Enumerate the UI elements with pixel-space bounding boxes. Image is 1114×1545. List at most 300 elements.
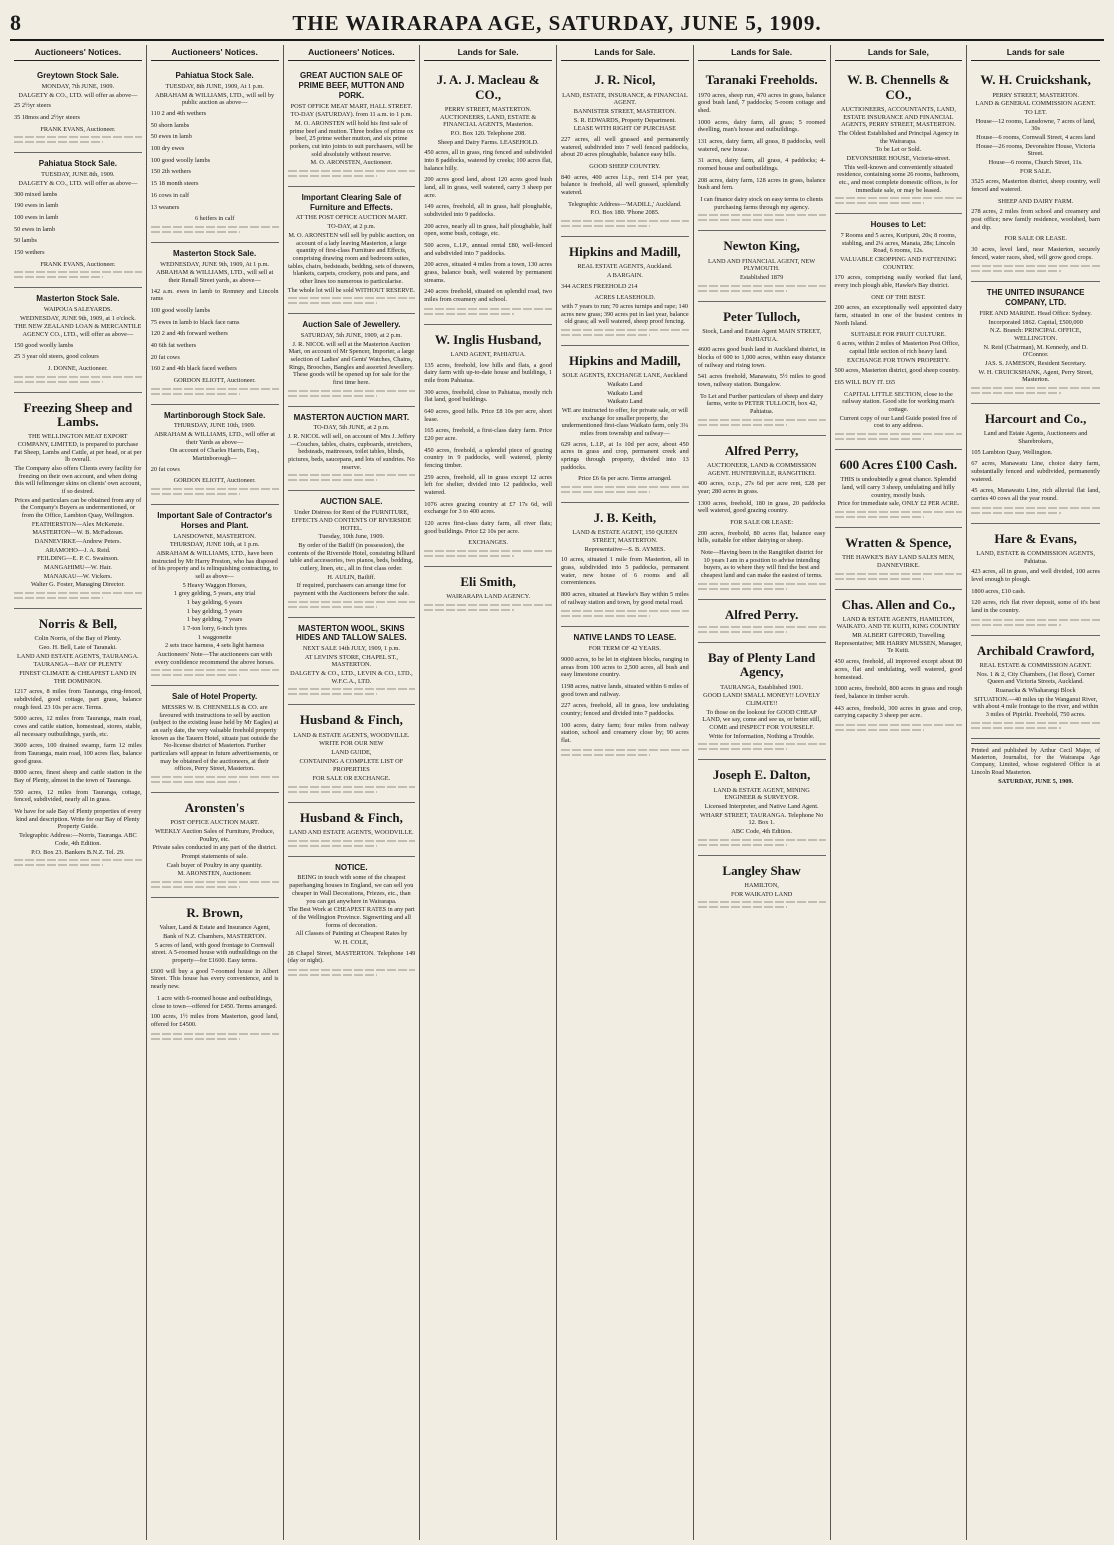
print-filler xyxy=(971,722,1100,724)
ad-display-name: J. A. J. Macleau & CO., xyxy=(436,72,540,102)
print-filler xyxy=(698,424,787,426)
ad-listing: 170 acres, comprising easily worked flat land, every inch plough able, Hawke's Bay district. xyxy=(834,274,963,290)
ad-line: Sheep and Dairy Farms. LEASEHOLD. xyxy=(437,138,539,146)
print-filler xyxy=(698,743,826,745)
ad-listing: 160 2 and 4th black faced wethers xyxy=(150,365,237,373)
ad-listing: 13 weaners xyxy=(150,203,180,211)
ad-listing: 150 2th wethers xyxy=(150,168,191,176)
print-filler xyxy=(971,624,1061,626)
ad-line: WE are instructed to offer, for private sale, or will exchange for smaller property, the undermentioned first-class Waikato farm, only 3¼ miles from township and railway— xyxy=(561,407,689,438)
ad-line: The Oldest Established and Principal Agency in the Wairarapa. xyxy=(838,129,959,145)
ad-title: Houses to Let: xyxy=(870,220,927,230)
ad-heading: GREAT AUCTION SALE OF PRIME BEEF, MUTTON AND PORK. xyxy=(298,71,405,100)
ad-display-name: Hipkins and Madill, xyxy=(569,244,681,260)
ad-line: 5 Heavy Waggon Horses, xyxy=(182,581,247,589)
ad-listing: 100 acres, dairy farm; four miles from railway station, school and creamery close by; 90 acres flat. xyxy=(561,721,689,744)
column-4 xyxy=(420,45,557,1540)
ad-line: Colin Norris, of the Bay of Plenty. xyxy=(34,635,122,643)
ad-display-name: Langley Shaw xyxy=(722,862,801,878)
ad-line: Waikato Land xyxy=(607,389,643,397)
ad-listing: 20 fat cows xyxy=(150,353,180,361)
advertisement xyxy=(14,65,142,153)
ad-display-name: W. H. Cruickshank, xyxy=(980,72,1091,88)
ad-line: HAMILTON, xyxy=(744,881,779,889)
ad-line: REAL ESTATE AGENTS, Auckland. xyxy=(577,263,673,271)
ad-listing: 550 acres, 12 miles from Tauranga, cottage, fenced, subdivided, nearly all in grass. xyxy=(14,788,142,804)
ad-line: ARAMOHO—J. A. Reid. xyxy=(45,546,111,554)
ad-line: FOR SALE OR LEASE: xyxy=(730,519,794,527)
masthead xyxy=(10,8,1104,41)
ad-listing: 423 acres, all in grass, and well divided, 100 acres level enough to plough. xyxy=(971,568,1100,583)
ad-line: 7 Rooms and 5 acres, Kuripuni, 20s; 8 rooms, stabling, and 2¼ acres, Manaia, 28s; Lincoln Road, 6 rooms, 12s. xyxy=(840,232,957,255)
ad-title: Greytown Stock Sale. xyxy=(36,71,119,81)
print-filler xyxy=(288,390,416,392)
advertisement xyxy=(288,314,416,406)
ad-listing: 165 acres, freehold, a first-class dairy farm. Price £20 per acre. xyxy=(424,427,552,443)
advertisement xyxy=(288,407,416,492)
ad-line: LAND, ESTATE, INSURANCE, & FINANCIAL AGENT. xyxy=(562,91,688,107)
print-filler xyxy=(151,881,279,883)
print-filler xyxy=(288,606,377,608)
ad-line: Write for Information, Nothing a Trouble. xyxy=(708,732,815,740)
column-5 xyxy=(557,45,694,1540)
print-filler xyxy=(288,601,416,603)
ad-line: Tuesday, 10th June, 1909. xyxy=(318,533,385,541)
column-heading: Auctioneers' Notices. xyxy=(288,45,416,61)
ad-line: 1 waggonette xyxy=(197,633,232,641)
ad-line: On account of Charles Harris, Esq., Martinborough— xyxy=(169,447,260,463)
ad-line: LAND AND ESTATE AGENTS, WOODVILLE. xyxy=(289,829,414,837)
ad-line: Established 1879 xyxy=(740,274,784,282)
ad-line: FIRE AND MARINE. Head Office: Sydney. xyxy=(979,309,1092,317)
ad-display-name: Harcourt and Co., xyxy=(984,410,1087,426)
ad-line: MASTERTON—W. B. McFadzean. xyxy=(32,529,124,537)
print-filler xyxy=(288,302,377,304)
ad-display-name: Hipkins and Madill, xyxy=(569,353,681,369)
ad-line: Price for immediate sale, ONLY £2 PER ACRE. xyxy=(837,500,960,508)
ad-line: LEASE WITH RIGHT OF PURCHASE xyxy=(573,125,677,133)
page-number: 8 xyxy=(10,10,21,35)
ad-line: LAND, ESTATE & COMMISSION AGENTS, Pahiatua. xyxy=(976,549,1096,565)
ad-listing: 25 3 year old steers, good colours xyxy=(14,353,99,361)
ad-listing: 1198 acres, native lands, situated within 6 miles of good town and railway. xyxy=(561,682,689,698)
advertisement xyxy=(151,243,279,405)
ad-listing: 120 acres first-class dairy farm, all river flats; good buildings. Price £2 10s per acre. xyxy=(424,520,552,535)
ad-line: TAURANGA—BAY OF PLENTY xyxy=(33,661,123,669)
ad-listing: 443 acres, freehold, 300 acres in grass and crop, carrying capacity 3 sheep per acre. xyxy=(834,704,963,720)
advertisement xyxy=(151,405,279,505)
ad-line: MONDAY, 7th JUNE, 1909. xyxy=(41,83,115,91)
ad-listing: 1800 acres, £10 cash. xyxy=(971,587,1026,595)
ad-listing: 640 acres, good hills. Price £8 10s per acre, short lease. xyxy=(424,408,552,423)
ad-listing: 100 good woolly lambs xyxy=(150,306,211,314)
ad-listing: 227 acres, all well grassed and permanently watered, subdivided into 7 well fenced paddocks, about 20 acres ploughable, balance easy hills. xyxy=(561,136,689,159)
ad-line: WEDNESDAY, JUNE 9th, 1909, at 1 o'clock. xyxy=(19,314,136,322)
ad-listing: 240 acres freehold, situated on splendid road, two miles from creamery and school. xyxy=(424,288,552,304)
advertisement xyxy=(835,450,963,528)
ad-line: M. ARONSTEN, Auctioneer. xyxy=(177,870,252,878)
print-filler xyxy=(971,265,1100,267)
ad-listing: 67 acres, Manawatu Line, choice dairy farm, substantially fenced and subdivided, permanently watered. xyxy=(971,460,1100,483)
print-filler xyxy=(698,290,787,292)
ad-heading: MASTERTON AUCTION MART. xyxy=(293,412,410,422)
ad-listing: 16 cows in calf xyxy=(150,191,190,199)
advertisement xyxy=(288,857,416,985)
advertisement xyxy=(561,237,689,346)
ad-display-name: W. Inglis Husband, xyxy=(434,331,542,347)
ad-listing: 4600 acres good bush land in Auckland district, in blocks of 600 to 1,000 acres, within easy distance of railway and rising town. xyxy=(697,346,826,369)
ad-display-name: Freezing Sheep and Lambs. xyxy=(23,399,133,430)
advertisement xyxy=(14,288,142,392)
print-filler xyxy=(424,308,552,310)
ad-line: M. O. ARONSTEN, Auctioneer. xyxy=(310,159,393,167)
ad-line: CONTAINING A COMPLETE LIST OF xyxy=(299,757,404,765)
advertisement xyxy=(288,187,416,314)
ad-line: PERRY STREET, MASTERTON. xyxy=(992,91,1079,99)
advertisement xyxy=(971,404,1100,524)
print-filler xyxy=(424,313,513,315)
column-7 xyxy=(831,45,968,1540)
ad-listing: 200 acres good land, about 120 acres good bush land, all in grass, well watered, carry 3 sheep per acre. xyxy=(424,176,552,199)
ad-line: FOR WAIKATO LAND xyxy=(730,890,793,898)
advertisement xyxy=(424,567,552,620)
ad-line: AUCTIONEER, LAND & COMMISSION AGENT. HUNTERVILLE, RANGITIKEI. xyxy=(707,462,817,477)
ad-line: Current copy of our Land Guide posted free of cost to any address. xyxy=(839,414,958,430)
print-filler xyxy=(151,669,279,671)
print-filler xyxy=(835,724,963,726)
ad-title: Masterton Stock Sale. xyxy=(36,294,120,304)
ad-line: By order of the Bailiff (in possession), the contents of the Riverside Hotel, consisting billiard table and accessories, two pianos, beds, bedding, cutlery, linen, etc., all in first class order. xyxy=(287,541,415,572)
ad-line: 1 acre with 6-roomed house and outbuildings, close to town—offered for £450. Terms arranged. xyxy=(152,994,278,1010)
print-filler xyxy=(971,727,1061,729)
ad-line: All Classes of Painting at Cheapest Rates by xyxy=(295,930,408,938)
print-filler xyxy=(288,693,377,695)
ad-line: GOOD SHEEP COUNTRY. xyxy=(589,163,661,171)
ad-line: WAIPOUA SALEYARDS. xyxy=(43,306,112,314)
print-filler xyxy=(14,276,103,278)
ad-listing: 840 acres, 400 acres l.i.p., rent £14 per year, balance is freehold, all well grassed, splendidly watered. xyxy=(561,173,689,197)
ad-line: AT LEVIN'S STORE, CHAPEL ST., MASTERTON. xyxy=(304,653,398,669)
ad-line: PROPERTIES xyxy=(333,766,370,774)
print-filler xyxy=(424,555,513,557)
advertisement xyxy=(151,65,279,242)
advertisement xyxy=(561,65,689,237)
print-filler xyxy=(288,786,416,788)
column-1 xyxy=(10,45,147,1540)
ad-line: CAPITAL LITTLE SECTION, close to the railway station. Good site for working man's cottage. xyxy=(842,390,955,413)
print-filler xyxy=(288,170,416,172)
ad-listing: 278 acres, 2 miles from school and creamery and post office; new family residence, woolshed, barn and dip. xyxy=(971,208,1100,231)
column-heading: Auctioneers' Notices. xyxy=(151,45,279,61)
print-filler xyxy=(971,387,1100,389)
ad-line: ABRAHAM & WILLIAMS, LTD., will sell at their Renall Street yards, as above— xyxy=(155,269,274,284)
print-filler xyxy=(698,626,826,628)
print-filler xyxy=(288,474,416,476)
ad-listing: 131 acres, dairy farm, all grass, 8 paddocks, well watered, new house. xyxy=(697,138,826,153)
ad-display-name: Hare & Evans, xyxy=(994,530,1077,546)
ad-line: AUCTIONEERS, ACCOUNTANTS, LAND, ESTATE INSURANCE AND FINANCIAL AGENTS, PERRY STREET, MASTERTON. xyxy=(840,105,956,129)
print-filler xyxy=(14,141,103,143)
ad-line: FOR SALE. xyxy=(1020,167,1052,175)
ad-line: S. R. EDWARDS, Property Department. xyxy=(573,116,676,124)
ad-line: FOR SALE OR LEASE. xyxy=(1004,235,1067,243)
ad-title: Auction Sale of Jewellery. xyxy=(302,320,401,330)
ad-line: I can finance dairy stock on easy terms to clients purchasing farms through my agency. xyxy=(700,196,823,211)
print-filler xyxy=(424,550,552,552)
ad-display-name: Bay of Plenty Land Agency, xyxy=(707,650,816,680)
ad-listing: 200 acres, freehold, 80 acres flat, balance easy hills, suitable for either dairying or sheep. xyxy=(697,529,826,545)
advertisement xyxy=(698,231,826,301)
ad-line: MANAKAU—W. Vickers. xyxy=(43,572,113,580)
ad-line: THE NEW ZEALAND LOAN & MERCANTILE AGENCY CO., LTD., will offer as above— xyxy=(14,323,142,339)
ad-listing: 25 2½yr steers xyxy=(14,102,51,110)
ad-line: To Let and Further particulars of sheep and dairy farms, write to PETER TULLOCH, box 42, Pahiatua. xyxy=(699,392,824,416)
ad-line: Note—Having been in the Rangitikei district for 10 years I am in a position to advise intending buyers, as to where they will find the best and cheapest land and can make the easiest of terms. xyxy=(700,549,823,580)
ad-line: VALUABLE CROPPING AND FATTENING COUNTRY. xyxy=(840,256,957,271)
ad-line: LANSDOWNE, MASTERTON. xyxy=(173,532,256,540)
ad-line: House—26 rooms, Devonshire House, Victoria Street. xyxy=(976,142,1096,158)
ad-line: DANNEVIRKE—Andrew Peters. xyxy=(34,538,122,546)
advertisement xyxy=(698,643,826,760)
ad-listing: 120 acres, rich flat river deposit, some of it's best land in the country. xyxy=(971,599,1100,614)
print-filler xyxy=(424,609,513,611)
print-filler xyxy=(151,231,240,233)
ad-line: J. R. NICOL will sell at the Masterton Auction Mart, on account of Mr Spencer, Importer, a large selection of Ladies' and Gents' Watches, Chains, Rings, Brooches, Bangles and assorted Jewellery. These goods will be opened up for sale for the first time here. xyxy=(288,340,415,386)
ad-line: LAND GUIDE, xyxy=(331,749,372,757)
ad-line: FOR SALE OR EXCHANGE. xyxy=(312,775,391,783)
print-filler xyxy=(151,493,240,495)
ad-line: DALGETY & CO., LTD. will offer as above— xyxy=(18,179,138,187)
ad-line: ABRAHAM & WILLIAMS, LTD., will sell by public auction as above— xyxy=(155,91,275,107)
ad-line: House—6 rooms, Church Street, 11s. xyxy=(988,159,1083,167)
ad-line: LAND & GENERAL COMMISSION AGENT. xyxy=(975,100,1096,108)
ad-line: N.Z. Branch: PRINCIPAL OFFICE, WELLINGTON. xyxy=(990,327,1082,342)
ad-line: DALGETY & CO., LTD. will offer as above— xyxy=(18,91,138,99)
ad-line: 1 bay gelding, 6 years xyxy=(186,598,243,606)
print-filler xyxy=(151,1033,279,1035)
column-3 xyxy=(284,45,421,1540)
ad-listing: 3525 acres, Masterton district, sheep country, well fenced and watered. xyxy=(971,178,1100,194)
print-filler xyxy=(835,202,924,204)
ad-display-name: Peter Tulloch, xyxy=(723,308,801,324)
ad-listing: 20 fat cows xyxy=(150,465,180,473)
print-filler xyxy=(698,219,787,221)
ad-line: 1 bay gelding, 7 years xyxy=(186,616,243,624)
ad-listing: 50 ewes in lamb xyxy=(14,225,56,233)
advertisement xyxy=(561,627,689,764)
advertisement xyxy=(561,503,689,627)
advertisement xyxy=(288,803,416,857)
advertisement xyxy=(698,600,826,643)
ad-line: LAND & ESTATE AGENTS, HAMILTON, WAIKATO. AND TE KUITI, KING COUNTRY xyxy=(836,615,961,631)
ad-line: H. AULIN, Bailiff. xyxy=(327,573,376,581)
ad-listing: 450 acres, freehold, all improved except about 80 acres, flat and undulating, well watered, good homestead. xyxy=(834,658,963,681)
ad-line: DEVONSHIRE HOUSE, Victoria-street. xyxy=(846,154,951,162)
ad-line: LAND & ESTATE AGENT, MINING ENGINEER & SURVEYOR. xyxy=(713,786,810,802)
ad-line: 6 heifers in calf xyxy=(194,215,235,223)
ad-heading: NOTICE. xyxy=(335,862,368,872)
advertisement xyxy=(971,636,1100,739)
ad-display-name: Taranaki Freeholds. xyxy=(705,72,818,88)
print-filler xyxy=(288,297,416,299)
print-filler xyxy=(971,270,1061,272)
print-filler xyxy=(288,845,377,847)
ad-line: W. H. CRUICKSHANK, Agent, Perry Street, Masterton. xyxy=(978,368,1093,384)
ad-line: WHARF STREET, TAURANGA. Telephone No 12. Box 1. xyxy=(700,811,824,827)
imprint-rule xyxy=(971,743,1100,744)
ad-title: Pahiatua Stock Sale. xyxy=(175,71,254,81)
ad-listing: 450 acres, all in grass, ring fenced and subdivided into 8 paddocks, watered by creeks; 100 acres flat, balance hilly. xyxy=(424,149,552,172)
print-filler xyxy=(151,393,240,395)
ad-listing: 40 6th fat wethers xyxy=(150,341,197,349)
advertisement xyxy=(424,325,552,567)
print-filler xyxy=(561,491,650,493)
ad-listing: 5000 acres, 12 miles from Tauranga, main road, cows and cattle station, homestead, stores, stable, all necessary outbuildings, yards, etc. xyxy=(14,715,142,738)
ad-display-name: Eli Smith, xyxy=(460,574,516,590)
ad-line: THE HAWKE'S BAY LAND SALES MEN, DANNEVIRKE. xyxy=(842,554,955,569)
ad-title: AUCTION SALE. xyxy=(320,497,383,507)
ad-listing: 227 acres, freehold, all in grass, low undulating country; fenced and divided into 7 paddocks. xyxy=(561,702,689,717)
print-filler xyxy=(14,597,103,599)
print-filler xyxy=(698,631,787,633)
ad-listing: 8000 acres, finest sheep and cattle station in the Bay of Plenty, almost in the town of Tauranga. xyxy=(14,769,142,785)
ad-listing: 3600 acres, 100 drained swamp, farm 12 miles from Tauranga, main road, 100 acres flax, balance good grass. xyxy=(14,742,142,765)
ad-listing: 208 acres, dairy farm, 128 acres in grass, balance bush and fern. xyxy=(697,176,826,192)
ad-line: THURSDAY, JUNE 10th, at 1 p.m. xyxy=(169,541,260,549)
ad-line: WAIRARAPA LAND AGENCY. xyxy=(446,593,531,601)
ad-listing: 135 acres, freehold, low hills and flats, a good dairy farm with up-to-date house and buildings, 1 mile from Pahiatua. xyxy=(424,361,552,385)
print-filler xyxy=(288,175,377,177)
ad-line: REAL ESTATE & COMMISSION AGENT. xyxy=(979,661,1092,669)
print-filler xyxy=(971,619,1100,621)
ad-line: Licensed Interpreter, and Native Land Agent. xyxy=(704,802,819,810)
advertisement xyxy=(561,346,689,503)
ad-line: SHEEP AND DAIRY FARM. xyxy=(997,197,1074,205)
print-filler xyxy=(561,225,650,227)
print-filler xyxy=(14,136,142,138)
ad-listing: 629 acres, L.I.P., at 1s 10d per acre, about 450 acres in grass and crop, permanent creek and springs through property, divided into 13 paddocks. xyxy=(561,440,689,471)
ad-line: Representative—S. B. AYMES. xyxy=(584,545,666,553)
ad-listing: 190 ewes in lamb xyxy=(14,202,59,210)
ad-line: To be Let or Sold. xyxy=(875,146,922,154)
ad-line: P.O. Box 120. Telephone 208. xyxy=(450,129,526,137)
advertisement xyxy=(971,65,1100,282)
ad-listing: 1970 acres, sheep run, 470 acres in grass, balance good bush land, 7 paddocks; 5-room cottage and shed. xyxy=(697,91,826,114)
ad-display-name: Husband & Finch, xyxy=(299,809,403,825)
newspaper-title: THE WAIRARAPA AGE, SATURDAY, JUNE 5, 1909. xyxy=(292,11,822,35)
print-filler xyxy=(698,588,787,590)
print-filler xyxy=(698,906,787,908)
print-filler xyxy=(561,749,689,751)
ad-line: BANNISTER STREET, MASTERTON. xyxy=(573,108,676,115)
ad-line: This well-known and conveniently situated residence, containing some 26 rooms, bathroom, etc., and most complete domestic offices, is for immediate sale, or may be leased. xyxy=(837,163,960,194)
ad-line: Valuer, Land & Estate and Insurance Agent, xyxy=(159,924,270,932)
ad-listing: 1000 acres, freehold, 800 acres in grass and rough feed, balance in timber scrub. xyxy=(834,685,963,700)
ad-line: 2 sets trace harness, 4 sets light harness xyxy=(164,642,265,650)
ad-display-name: R. Brown, xyxy=(186,905,243,921)
advertisement xyxy=(151,793,279,898)
print-filler xyxy=(151,781,240,783)
ad-line: NEXT SALE 14th JULY, 1909, 1 p.m. xyxy=(302,645,400,653)
ad-listing: 110 2 and 4th wethers xyxy=(150,110,207,118)
ad-line: A BARGAIN. xyxy=(606,272,643,280)
ad-heading: NATIVE LANDS TO LEASE. xyxy=(573,633,677,643)
advertisement xyxy=(835,65,963,214)
print-filler xyxy=(561,220,689,222)
ad-line: AT THE POST OFFICE AUCTION MART. xyxy=(295,214,408,222)
ad-line: FEATHERSTON—Alex McKenzie. xyxy=(31,520,124,528)
print-filler xyxy=(835,433,963,435)
print-filler xyxy=(835,729,924,731)
ad-heading: MASTERTON WOOL, SKINS HIDES AND TALLOW SALES. xyxy=(296,623,407,643)
ad-display-name: 600 Acres £100 Cash. xyxy=(839,456,958,472)
ad-line: LAND AND FINANCIAL AGENT, NEW PLYMOUTH. xyxy=(708,257,816,273)
print-filler xyxy=(698,748,787,750)
ad-line: LAND & ESTATE AGENT, 150 QUEEN STREET, MASTERTON. xyxy=(572,529,678,545)
ad-listing: 1300 acres, freehold, 180 in grass, 20 paddocks well watered, good grazing country. xyxy=(697,499,826,515)
advertisement xyxy=(698,760,826,855)
print-filler xyxy=(561,329,689,331)
ad-line: FRANK EVANS, Auctioneer. xyxy=(40,260,116,268)
print-filler xyxy=(835,578,924,580)
ad-listing: 1217 acres, 8 miles from Tauranga, ring-fenced, subdivided, good cottage, part grass, balance rough feed. 23 10s per acre. Terms. xyxy=(14,688,142,711)
print-filler xyxy=(835,511,963,513)
print-filler xyxy=(835,438,924,440)
ad-line: TAURANGA, Established 1901. xyxy=(720,683,803,691)
print-filler xyxy=(14,592,142,594)
ad-listing: 100 good woolly lambs xyxy=(150,156,211,164)
print-filler xyxy=(971,512,1061,514)
print-filler xyxy=(698,285,826,287)
ad-line: MANGAHIMU—W. Hair. xyxy=(43,564,112,572)
advertisement xyxy=(14,609,142,875)
print-filler xyxy=(151,388,279,390)
print-filler xyxy=(288,479,377,481)
ad-listing: 541 acres freehold, Manawatu, 5½ miles to good town, railway station. Bungalow. xyxy=(697,373,826,389)
print-filler xyxy=(835,573,963,575)
ad-line: 1 7-ton lorry, 6-inch tyres xyxy=(182,625,247,632)
ad-listing: 200 acres, an exceptionally well appointed dairy farm, situated in one of the busiest centres in North Island. xyxy=(834,304,963,327)
ad-line: Private sales conducted in any part of the district. xyxy=(152,844,277,852)
ad-line: Ruanacka & Whaharangi Block xyxy=(995,686,1076,694)
advertisement xyxy=(698,302,826,436)
print-filler xyxy=(698,583,826,585)
ad-line: Cash buyer of Poultry in any quantity. xyxy=(166,861,263,869)
ad-listing: 35 18mos and 2½yr steers xyxy=(14,114,80,122)
ad-line: The Best Work at CHEAPEST RATES in any part of the Wellington Province. Signwriting and all forms of decoration. xyxy=(288,906,415,929)
advertisement xyxy=(288,65,416,187)
ad-line: THE WELLINGTON MEAT EXPORT COMPANY, LIMITED, is prepared to purchase Fat Sheep, Lambs and Cattle, at per head, or at per lb overall. xyxy=(14,433,142,464)
ad-line: TO-DAY (SATURDAY). from 11 a.m. to 1 p.m. xyxy=(290,111,413,119)
ad-line: MESSRS W. B. CHENNELLS & CO. are favoured with instructions to sell by auction (subject to the existing lease held by Mr Eagles) at an early date, the very valuable freehold property known as the Tauern Hotel, situate just outside the No-license district of Masterton. Further particulars will appear in future advertisements, or may be obtained of the auctioneers, at their offices, Perry Street, Masterton. xyxy=(150,704,279,773)
ad-listing: £600 will buy a good 7-roomed house in Albert Street. This house has every convenience, and is nearly new. xyxy=(150,967,279,991)
ad-line: House—6 rooms, Cornwall Street, 4 acres land xyxy=(976,134,1096,142)
ad-display-name: Newton King, xyxy=(723,238,800,254)
ad-listing: 150 wethers xyxy=(14,248,45,256)
column-6 xyxy=(694,45,831,1540)
ad-line: TO-DAY, at 2 p.m. xyxy=(327,223,376,231)
ad-title: Important Clearing Sale of Furniture and Effects. xyxy=(301,192,402,212)
ad-line: ABRAHAM & WILLIAMS, LTD., will offer at their Yards as above— xyxy=(154,431,275,446)
print-filler xyxy=(971,507,1100,509)
ad-listing: 500 acres, Masterton district, good sheep country. xyxy=(834,367,960,375)
advertisement xyxy=(698,856,826,918)
ad-line: The Company also offers Clients every facility for freezing on their own account, and when doing this will fellmonger skins on clients' own account, if so desired. xyxy=(14,465,142,496)
ad-listing: 15 18 month steers xyxy=(150,180,199,188)
advertisement xyxy=(835,590,963,740)
ad-line: DALGETY & CO., LTD., LEVIN & CO., LTD., W.F.C.A., LTD. xyxy=(290,670,413,685)
ad-display-name: Norris & Bell, xyxy=(38,616,118,632)
